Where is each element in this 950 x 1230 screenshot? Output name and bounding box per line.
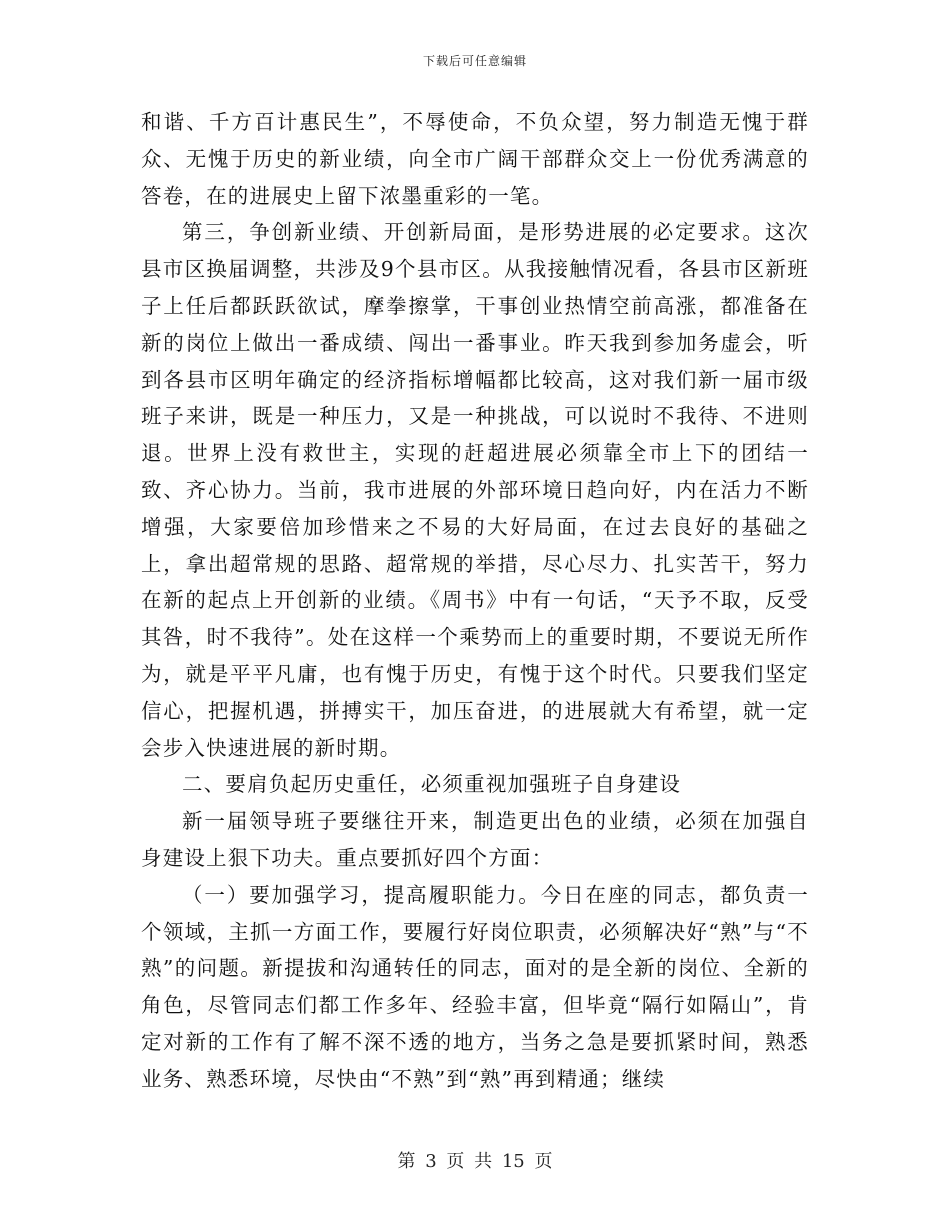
- paragraph-continuation: 和谐、千方百计惠民生”，不辱使命，不负众望，努力制造无愧于群众、无愧于历史的新业绩，向全市广阔干部群众交上一份优秀满意的答卷，在的进展史上留下浓墨重彩的一笔。: [141, 110, 809, 208]
- paragraph-subsection-one: （一）要加强学习，提高履职能力。今日在座的同志，都负责一个领域，主抓一方面工作，要履行好岗位职责，必须解决好“熟”与“不熟”的问题。新提拔和沟通转任的同志，面对的是全新的岗位、全新的角色，尽管同志们都工作多年、经验丰富，但毕竟“隔行如隔山”，肯定对新的工作有了解不深不透的地方，当务之急是要抓紧时间，熟悉业务、熟悉环境，尽快由“不熟”到“熟”再到精通；继续: [141, 882, 809, 1091]
- page-header-note: 下载后可任意编辑: [422, 54, 527, 68]
- section-heading-two: 二、要肩负起历史重任，必须重视加强班子自身建设: [182, 772, 682, 797]
- paragraph-section-intro: 新一届领导班子要继往开来，制造更出色的业绩，必须在加强自身建设上狠下功夫。重点要抓好四个方面：: [141, 809, 809, 870]
- page-number-footer: 第 3 页 共 15 页: [397, 1151, 553, 1172]
- paragraph-third-point: 第三，争创新业绩、开创新局面，是形势进展的必定要求。这次县市区换届调整，共涉及9个县市区。从我接触情况看，各县市区新班子上任后都跃跃欲试，摩拳擦掌，干事创业热情空前高涨，都准备在新的岗位上做出一番成绩、闯出一番事业。昨天我到参加务虚会，听到各县市区明年确定的经济指标增幅都比较高，这对我们新一届市级班子来讲，既是一种压力，又是一种挑战，可以说时不我待、不进则退。世界上没有救世主，实现的赶超进展必须靠全市上下的团结一致、齐心协力。当前，我市进展的外部环境日趋向好，内在活力不断增强，大家要倍加珍惜来之不易的大好局面，在过去良好的基础之上，拿出超常规的思路、超常规的举措，尽心尽力、扎实苦干，努力在新的起点上开创新的业绩。《周书》中有一句话，“天予不取，反受其咎，时不我待”。处在这样一个乘势而上的重要时期，不要说无所作为，就是平平凡庸，也有愧于历史，有愧于这个时代。只要我们坚定信心，把握机遇，拼搏实干，加压奋进，的进展就大有希望，就一定会步入快速进展的新时期。: [141, 220, 809, 760]
- document-body: [141, 104, 809, 1098]
